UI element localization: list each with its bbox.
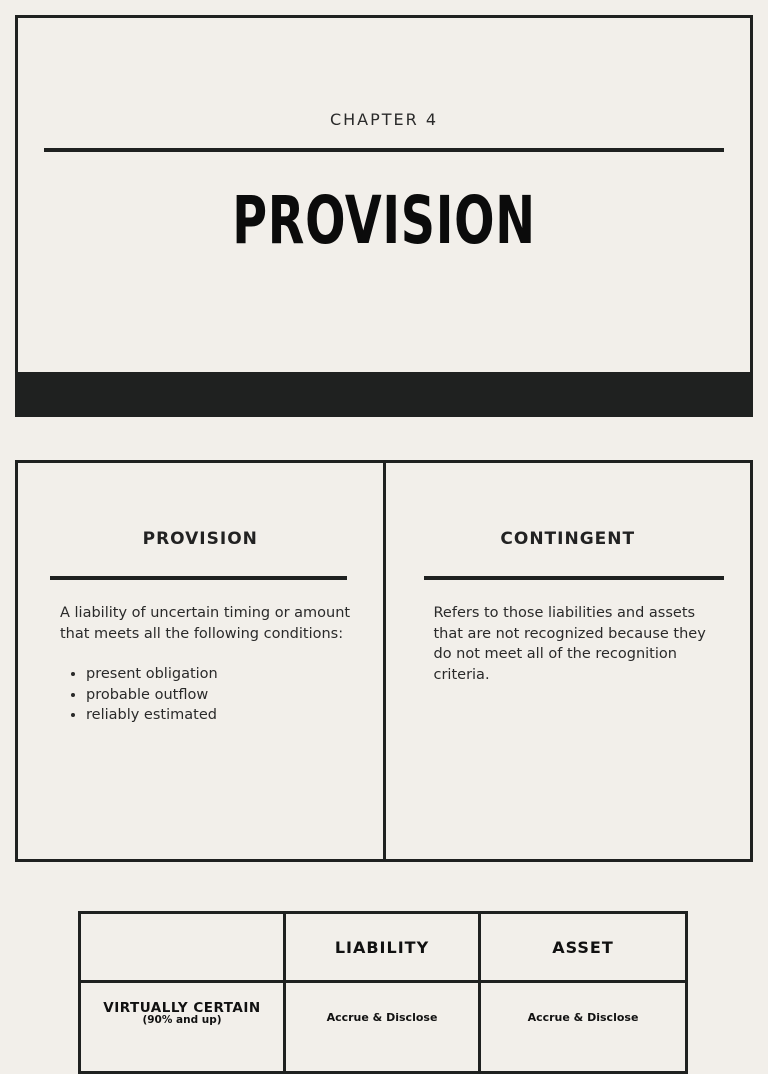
table-header-asset: ASSET xyxy=(480,913,687,982)
contingent-divider xyxy=(424,576,725,580)
table-header-empty xyxy=(80,913,285,982)
provision-divider xyxy=(50,576,347,580)
table-header-liability: LIABILITY xyxy=(285,913,480,982)
chapter-label: CHAPTER 4 xyxy=(329,110,439,129)
list-item: • present obligation xyxy=(86,664,353,685)
title-card xyxy=(15,15,753,417)
list-item: • reliably estimated xyxy=(86,705,353,726)
asset-treatment: Accrue & Disclose xyxy=(527,1011,639,1024)
provision-column xyxy=(18,463,383,859)
provision-conditions-list xyxy=(60,664,353,726)
page-title: PROVISION xyxy=(232,182,536,259)
row-label: VIRTUALLY CERTAIN xyxy=(103,1000,261,1016)
contingent-definition xyxy=(434,603,711,685)
asset-cell xyxy=(480,982,687,1073)
definition-card xyxy=(15,460,753,862)
contingent-column xyxy=(383,463,751,859)
provision-definition-text: A liability of uncertain timing or amount that meets all the following conditions: xyxy=(60,605,351,642)
table-row xyxy=(80,982,687,1073)
list-item: • probable outflow xyxy=(86,685,353,706)
provision-definition xyxy=(60,603,353,726)
title-card-footer-bar xyxy=(18,372,750,414)
row-label-cell xyxy=(80,982,285,1073)
row-sublabel: (90% and up) xyxy=(142,1014,222,1026)
table-header-row xyxy=(80,913,687,982)
contingent-heading: CONTINGENT xyxy=(500,529,636,549)
liability-treatment: Accrue & Disclose xyxy=(326,1011,438,1024)
provision-heading: PROVISION xyxy=(142,529,258,549)
contingent-definition-text: Refers to those liabilities and assets that are not recognized because they do not meet all of the recognition criteria. xyxy=(433,605,706,683)
title-divider xyxy=(44,148,724,152)
recognition-table xyxy=(78,911,688,1074)
liability-cell xyxy=(285,982,480,1073)
